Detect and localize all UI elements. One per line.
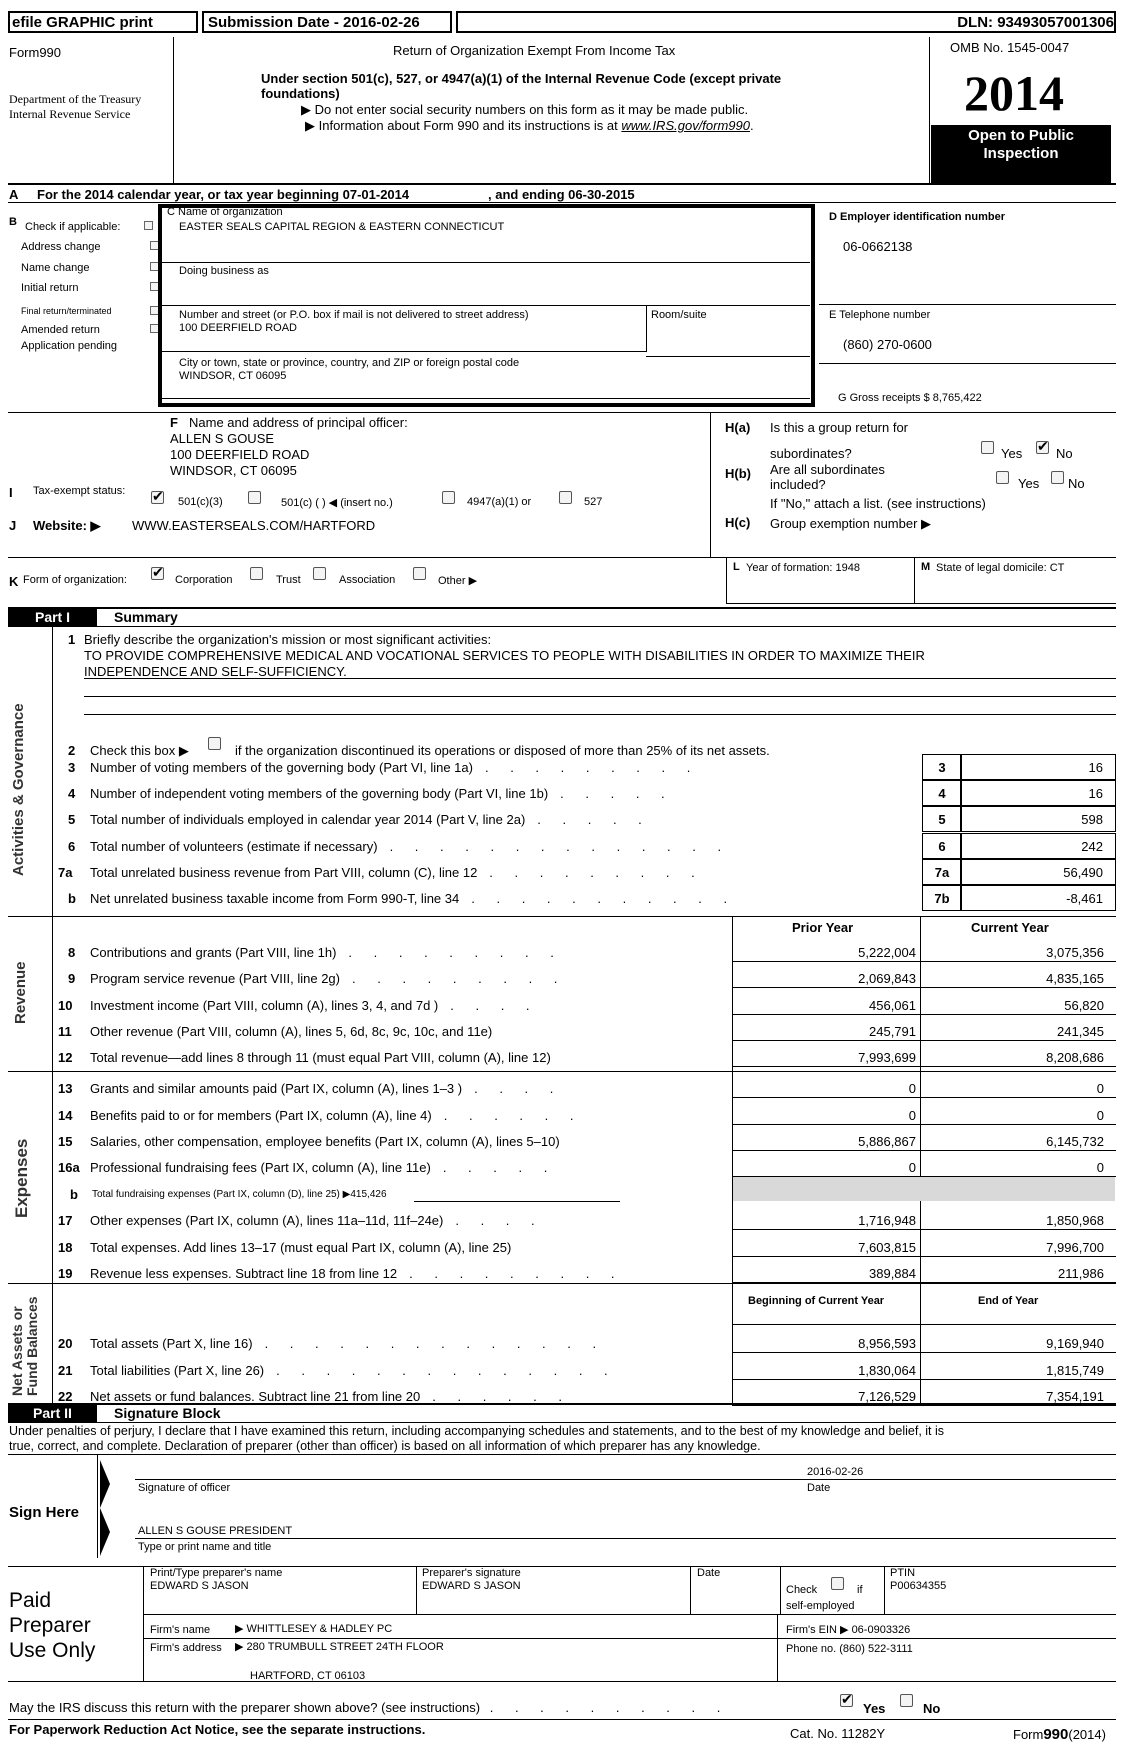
gov-line-value: 242 xyxy=(1081,839,1103,854)
line-num: 12 xyxy=(58,1050,73,1065)
row-rule-prior xyxy=(732,1352,920,1353)
prior-year-value: 5,222,004 xyxy=(858,945,916,960)
section-b-label: B xyxy=(9,216,17,228)
firm-name: ▶ WHITTLESEY & HADLEY PC xyxy=(235,1623,393,1635)
gov-line-value: 16 xyxy=(1088,760,1103,775)
gov-line-value: -8,461 xyxy=(1066,891,1103,906)
line-dots: . . . . . . . . . xyxy=(348,945,563,960)
gov-line-box-label: 7a xyxy=(934,865,950,880)
gov-line-box-label: 3 xyxy=(938,760,946,775)
line16b-shaded-cells xyxy=(733,1177,1115,1201)
line-num: 21 xyxy=(58,1363,73,1378)
other-label: Other ▶ xyxy=(438,575,478,587)
gov-line-text xyxy=(90,891,736,906)
ha-text-2: subordinates? xyxy=(770,446,852,461)
col-current-year: Current Year xyxy=(971,920,1049,935)
row-rule-current xyxy=(920,1379,1116,1380)
line-num: 11 xyxy=(58,1024,72,1039)
ha-text: Is this a group return for xyxy=(770,420,909,435)
gov-line-box-label: 4 xyxy=(938,786,946,801)
j-label: J xyxy=(9,518,17,533)
side-revenue: Revenue xyxy=(12,961,29,1024)
hb-yes-label: Yes xyxy=(1018,476,1040,491)
gov-line-text xyxy=(90,760,699,775)
firm-address-2: HARTFORD, CT 06103 xyxy=(250,1670,366,1682)
prior-year-value: 0 xyxy=(908,1108,916,1123)
discuss-no-checkbox[interactable] xyxy=(900,1694,913,1707)
firm-phone: Phone no. (860) 522-3111 xyxy=(786,1643,913,1655)
org-name-label: C Name of organization xyxy=(167,206,283,218)
line-dots: . . . . . . xyxy=(432,1389,571,1404)
line-label: Total expenses. Add lines 13–17 (must equal Part IX, column (A), line 25) xyxy=(90,1240,512,1255)
gov-line-label: Total number of volunteers (estimate if necessary) xyxy=(90,839,378,854)
col-begin-year: Beginning of Current Year xyxy=(748,1295,885,1307)
current-year-value: 1,850,968 xyxy=(1046,1213,1104,1228)
line-dots: . . . . . . . . . xyxy=(352,971,567,986)
line-num: 15 xyxy=(58,1134,73,1149)
gov-line-dots: . . . . . xyxy=(560,786,674,801)
current-year-value: 56,820 xyxy=(1064,998,1104,1013)
row-rule-current xyxy=(920,1150,1116,1151)
b-item-final-return: Final return/terminated xyxy=(21,306,112,316)
line16b-num: b xyxy=(70,1187,78,1202)
trust-checkbox[interactable] xyxy=(250,567,263,580)
corporation-label: Corporation xyxy=(175,574,233,586)
no-ssn-note: ▶ Do not enter social security numbers on this form as it may be made public. xyxy=(301,102,749,117)
website-url[interactable]: WWW.EASTERSEALS.COM/HARTFORD xyxy=(132,518,376,533)
prior-year-value: 7,126,529 xyxy=(858,1389,916,1404)
row-rule-current xyxy=(920,961,1116,962)
firm-address-label: Firm's address xyxy=(150,1642,222,1654)
gov-line-num: 4 xyxy=(68,786,76,801)
line-num: 16a xyxy=(58,1160,80,1175)
line-label: Program service revenue (Part VIII, line 2g) xyxy=(90,971,340,986)
gov-line-text xyxy=(90,786,674,801)
row-rule-prior xyxy=(732,1405,920,1406)
ha-yes-checkbox[interactable] xyxy=(981,441,994,454)
line16b-text: Total fundraising expenses (Part IX, column (D), line 25) ▶415,426 xyxy=(92,1189,387,1200)
gov-line-num: 5 xyxy=(68,812,76,827)
officer-street: 100 DEERFIELD ROAD xyxy=(170,447,310,462)
preparer-date-label: Date xyxy=(697,1567,721,1579)
line-dots: . . . . xyxy=(450,998,539,1013)
col-prior-year: Prior Year xyxy=(792,920,854,935)
current-year-value: 7,354,191 xyxy=(1046,1389,1104,1404)
line-num: 18 xyxy=(58,1240,73,1255)
current-year-value: 6,145,732 xyxy=(1046,1134,1104,1149)
part1-title: Summary xyxy=(114,609,178,625)
gov-line-text xyxy=(90,812,651,827)
self-employed-label: self-employed xyxy=(786,1600,855,1612)
preparer-name-label: Print/Type preparer's name xyxy=(150,1567,283,1579)
self-employed-checkbox[interactable] xyxy=(831,1577,844,1590)
sign-arrow-1 xyxy=(100,1460,110,1508)
hb-yes-checkbox[interactable] xyxy=(996,471,1009,484)
gov-line-box-label: 6 xyxy=(938,839,946,854)
phone-value: (860) 270-0600 xyxy=(843,337,932,352)
row-rule-prior xyxy=(732,1097,920,1098)
line-text xyxy=(90,1050,563,1065)
open-public-badge: Open to Public Inspection xyxy=(931,125,1111,183)
gov-line-label: Net unrelated business taxable income from Form 990-T, line 34 xyxy=(90,891,460,906)
line-text xyxy=(90,1213,544,1228)
dba-label: Doing business as xyxy=(179,265,269,277)
line-label: Salaries, other compensation, employee benefits (Part IX, column (A), lines 5–10) xyxy=(90,1134,560,1149)
mission-line-2: INDEPENDENCE AND SELF-SUFFICIENCY. xyxy=(84,664,347,679)
row-rule-current xyxy=(920,1352,1116,1353)
line-dots: . . . . . . . . . . . . . . xyxy=(264,1336,606,1351)
dept-treasury: Department of the Treasury xyxy=(9,92,142,106)
current-year-value: 3,075,356 xyxy=(1046,945,1104,960)
form-footer: Form990(2014) xyxy=(1013,1726,1106,1743)
sign-arrow-2 xyxy=(100,1508,110,1556)
submission-date: Submission Date - 2016-02-26 xyxy=(208,14,420,31)
row-rule-prior xyxy=(732,1040,920,1041)
ein-label: D Employer identification number xyxy=(829,211,1006,223)
side-activities-governance: Activities & Governance xyxy=(10,703,27,876)
line-label: Grants and similar amounts paid (Part IX, column (A), lines 1–3 ) xyxy=(90,1081,463,1096)
sig-officer-label: Signature of officer xyxy=(138,1482,231,1494)
gov-line-num: b xyxy=(68,891,76,906)
501c-label: 501(c) ( ) ◀ (insert no.) xyxy=(281,497,393,509)
527-label: 527 xyxy=(584,496,603,508)
form-org-label: Form of organization: xyxy=(23,574,127,586)
line2-num: 2 xyxy=(68,743,76,758)
ha-no-checkbox[interactable] xyxy=(1036,441,1049,454)
b-item-name-change: Name change xyxy=(21,262,90,274)
501c3-checkbox[interactable] xyxy=(151,491,164,504)
row-rule-current xyxy=(920,1229,1116,1230)
current-year-value: 241,345 xyxy=(1057,1024,1104,1039)
checkbox-b-0[interactable] xyxy=(144,221,153,230)
name-title-label: Type or print name and title xyxy=(138,1541,272,1553)
association-checkbox[interactable] xyxy=(313,567,326,580)
row-rule-current xyxy=(920,987,1116,988)
firm-name-label: Firm's name xyxy=(150,1624,211,1636)
line-num: 20 xyxy=(58,1336,73,1351)
check-if-label: if xyxy=(857,1584,863,1596)
col-end-year: End of Year xyxy=(978,1295,1039,1307)
prior-year-value: 7,603,815 xyxy=(858,1240,916,1255)
current-year-value: 4,835,165 xyxy=(1046,971,1104,986)
f-label: F xyxy=(170,415,178,430)
corporation-checkbox[interactable] xyxy=(151,567,164,580)
current-year-value: 1,815,749 xyxy=(1046,1363,1104,1378)
firm-address-1: ▶ 280 TRUMBULL STREET 24TH FLOOR xyxy=(235,1641,444,1653)
line-label: Revenue less expenses. Subtract line 18 from line 12 xyxy=(90,1266,398,1281)
gov-line-dots: . . . . . . . . . xyxy=(489,865,704,880)
row-rule-prior xyxy=(732,1256,920,1257)
part2-label: Part II xyxy=(8,1404,97,1422)
preparer-sig: EDWARD S JASON xyxy=(422,1580,521,1592)
paperwork-notice: For Paperwork Reduction Act Notice, see the separate instructions. xyxy=(9,1722,426,1737)
gov-line-text xyxy=(90,839,730,854)
i-label: I xyxy=(9,485,13,500)
prior-year-value: 389,884 xyxy=(869,1266,916,1281)
form-label: Form990 xyxy=(9,45,62,60)
ha-no-label: No xyxy=(1056,446,1073,461)
sign-date: 2016-02-26 xyxy=(807,1466,864,1478)
line-dots: . . . . . . . . . . . . . . xyxy=(276,1363,617,1378)
hb-label: H(b) xyxy=(725,466,751,481)
gov-line-value: 598 xyxy=(1081,812,1103,827)
hb-text-2: included? xyxy=(770,477,826,492)
line2-text-b: if the organization discontinued its operations or disposed of more than 25% of its net assets. xyxy=(235,743,770,758)
gov-line-label: Total unrelated business revenue from Part VIII, column (C), line 12 xyxy=(90,865,478,880)
prior-year-value: 0 xyxy=(908,1081,916,1096)
gross-receipts: G Gross receipts $ 8,765,422 xyxy=(838,392,982,404)
row-rule-prior xyxy=(732,1379,920,1380)
city-label: City or town, state or province, country, and ZIP or foreign postal code xyxy=(179,357,520,369)
ein-value: 06-0662138 xyxy=(843,239,913,254)
discontinued-checkbox[interactable] xyxy=(208,737,221,750)
ha-yes-label: Yes xyxy=(1001,446,1023,461)
current-year-value: 0 xyxy=(1096,1108,1104,1123)
row-rule-current xyxy=(920,1040,1116,1041)
line-num: 17 xyxy=(58,1213,73,1228)
row-rule-prior xyxy=(732,987,920,988)
line-label: Net assets or fund balances. Subtract line 21 from line 20 xyxy=(90,1389,421,1404)
line-text xyxy=(90,1160,556,1175)
line1-text: Briefly describe the organization's mission or most significant activities: xyxy=(84,632,492,647)
penalty-line-2: true, correct, and complete. Declaration of preparer (other than officer) is based on all information of which preparer has any knowledge. xyxy=(9,1439,761,1453)
line-label: Benefits paid to or for members (Part IX, column (A), line 4) xyxy=(90,1108,432,1123)
current-year-value: 9,169,940 xyxy=(1046,1336,1104,1351)
check-if-applicable: Check if applicable: xyxy=(25,221,121,233)
gov-line-label: Number of independent voting members of the governing body (Part VI, line 1b) xyxy=(90,786,549,801)
gov-line-text xyxy=(90,865,704,880)
row-rule-prior xyxy=(732,1124,920,1125)
line-label: Other expenses (Part IX, column (A), lines 11a–11d, 11f–24e) xyxy=(90,1213,444,1228)
line-num: 13 xyxy=(58,1081,73,1096)
form-title: Return of Organization Exempt From Income Tax xyxy=(393,43,676,58)
prior-year-value: 5,886,867 xyxy=(858,1134,916,1149)
prior-year-value: 2,069,843 xyxy=(858,971,916,986)
current-year-value: 0 xyxy=(1096,1160,1104,1175)
org-name: EASTER SEALS CAPITAL REGION & EASTERN CONNECTICUT xyxy=(179,221,505,233)
gov-line-box-label: 5 xyxy=(938,812,946,827)
street-value: 100 DEERFIELD ROAD xyxy=(179,322,297,334)
association-label: Association xyxy=(339,574,396,586)
b-item-application-pending: Application pending xyxy=(21,340,118,352)
officer-name: ALLEN S GOUSE xyxy=(170,431,275,446)
row-rule-prior xyxy=(732,1150,920,1151)
current-year-value: 8,208,686 xyxy=(1046,1050,1104,1065)
mission-line-1: TO PROVIDE COMPREHENSIVE MEDICAL AND VOCATIONAL SERVICES TO PEOPLE WITH DISABILITIES IN ORDER TO MAXIMIZE THEIR xyxy=(84,648,925,663)
m-label: M xyxy=(921,561,931,573)
row-rule-current xyxy=(920,1405,1116,1406)
part2-title: Signature Block xyxy=(114,1405,221,1421)
discuss-yes-label: Yes xyxy=(863,1701,886,1716)
ptin-value: P00634355 xyxy=(890,1580,947,1592)
l-label: L xyxy=(733,561,740,573)
line-dots: . . . . xyxy=(455,1213,544,1228)
b-item-address-change: Address change xyxy=(21,241,101,253)
gov-line-dots: . . . . . . . . . xyxy=(484,760,700,775)
line-num: 19 xyxy=(58,1266,73,1281)
4947-label: 4947(a)(1) or xyxy=(467,496,532,508)
info-note: ▶ Information about Form 990 and its instructions is at www.IRS.gov/form990. xyxy=(305,118,754,133)
sign-here: Sign Here xyxy=(9,1504,80,1521)
line-label: Contributions and grants (Part VIII, line 1h) xyxy=(90,945,337,960)
irs-discuss-text: May the IRS discuss this return with the preparer shown above? (see instructions) . . . . . . . . . . xyxy=(9,1700,730,1715)
row-rule-prior xyxy=(732,1066,920,1067)
gov-line-num: 3 xyxy=(68,760,76,775)
501c-checkbox[interactable] xyxy=(248,491,261,504)
officer-name-title: ALLEN S GOUSE PRESIDENT xyxy=(138,1525,293,1537)
current-year-value: 7,996,700 xyxy=(1046,1240,1104,1255)
row-rule-prior xyxy=(732,1014,920,1015)
discuss-no-label: No xyxy=(923,1701,941,1716)
line-label: Total revenue—add lines 8 through 11 (must equal Part VIII, column (A), line 12) xyxy=(90,1050,551,1065)
line-text xyxy=(90,1240,523,1255)
line-label: Total liabilities (Part X, line 26) xyxy=(90,1363,265,1378)
current-year-value: 0 xyxy=(1096,1081,1104,1096)
state-domicile: State of legal domicile: CT xyxy=(936,562,1065,574)
preparer-name: EDWARD S JASON xyxy=(150,1580,249,1592)
dln: DLN: 93493057001306 xyxy=(957,14,1114,31)
firm-ein: Firm's EIN ▶ 06-0903326 xyxy=(786,1624,911,1636)
4947-checkbox[interactable] xyxy=(442,491,455,504)
form-under: Under section 501(c), 527, or 4947(a)(1) of the Internal Revenue Code (except private foundations) xyxy=(261,71,782,101)
b-item-initial-return: Initial return xyxy=(21,282,79,294)
check-label: Check xyxy=(786,1584,818,1596)
gov-line-value: 16 xyxy=(1088,786,1103,801)
city-value: WINDSOR, CT 06095 xyxy=(179,370,287,382)
line-text xyxy=(90,1108,582,1123)
dept-irs: Internal Revenue Service xyxy=(9,107,131,121)
row-rule-current xyxy=(920,1124,1116,1125)
current-year-value: 211,986 xyxy=(1057,1266,1104,1281)
efile-label: efile GRAPHIC print xyxy=(12,14,153,31)
line-label: Total assets (Part X, line 16) xyxy=(90,1336,253,1351)
side-expenses: Expenses xyxy=(12,1138,31,1218)
year-formation: Year of formation: 1948 xyxy=(746,562,860,574)
officer-city: WINDSOR, CT 06095 xyxy=(170,463,297,478)
row-rule-current xyxy=(920,1256,1116,1257)
line-label: Other revenue (Part VIII, column (A), lines 5, 6d, 8c, 9c, 10c, and 11e) xyxy=(90,1024,493,1039)
gov-line-label: Total number of individuals employed in calendar year 2014 (Part V, line 2a) xyxy=(90,812,526,827)
line-num: 10 xyxy=(58,998,73,1013)
website-label: Website: ▶ xyxy=(33,518,101,533)
501c3-label: 501(c)(3) xyxy=(178,496,223,508)
discuss-yes-checkbox[interactable] xyxy=(840,1694,853,1707)
527-checkbox[interactable] xyxy=(559,491,572,504)
street-label: Number and street (or P.O. box if mail is not delivered to street address) xyxy=(179,309,529,321)
prior-year-value: 7,993,699 xyxy=(858,1050,916,1065)
ha-label: H(a) xyxy=(725,420,751,435)
row-rule-current xyxy=(920,1097,1116,1098)
sign-date-label: Date xyxy=(807,1482,831,1494)
hb-text: Are all subordinates xyxy=(770,462,885,477)
line-text xyxy=(90,945,563,960)
preparer-sig-label: Preparer's signature xyxy=(422,1567,521,1579)
line-text xyxy=(90,1363,617,1378)
line-dots: . . . . . . xyxy=(443,1108,583,1123)
line-a-label: A xyxy=(9,187,19,202)
f-text: Name and address of principal officer: xyxy=(189,415,408,430)
line-text xyxy=(90,971,566,986)
cat-number: Cat. No. 11282Y xyxy=(790,1726,886,1741)
line-text xyxy=(90,1134,572,1149)
line-dots: . . . . . . . . . xyxy=(409,1266,624,1281)
irs-link[interactable]: www.IRS.gov/form990 xyxy=(621,118,750,133)
room-suite-label: Room/suite xyxy=(651,309,707,321)
prior-year-value: 1,830,064 xyxy=(858,1363,916,1378)
penalty-line-1: Under penalties of perjury, I declare that I have examined this return, including accompanying schedules and statements, and to the best of my knowledge and belief, it is xyxy=(9,1424,945,1438)
line-text xyxy=(90,1081,562,1096)
line16b-value: 415,426 xyxy=(350,1189,387,1200)
prior-year-value: 0 xyxy=(908,1160,916,1175)
gov-line-dots: . . . . . . . . . . . . . . xyxy=(389,839,731,854)
line-a-ending: , and ending 06-30-2015 xyxy=(488,187,635,202)
gov-line-dots: . . . . . xyxy=(537,812,651,827)
gov-line-box-label: 7b xyxy=(934,891,950,906)
row-rule-prior xyxy=(732,961,920,962)
line-label: Investment income (Part VIII, column (A), lines 3, 4, and 7d ) xyxy=(90,998,439,1013)
gov-line-label: Number of voting members of the governing body (Part VI, line 1a) xyxy=(90,760,473,775)
line-dots: . . . . xyxy=(474,1081,563,1096)
line-a-text: For the 2014 calendar year, or tax year beginning 07-01-2014 xyxy=(37,187,410,202)
gov-line-num: 7a xyxy=(58,865,73,880)
row-rule-current xyxy=(920,1066,1116,1067)
prior-year-value: 1,716,948 xyxy=(858,1213,916,1228)
paid-preparer-label: Paid Preparer Use Only xyxy=(9,1589,96,1662)
hb-no-checkbox[interactable] xyxy=(1051,471,1064,484)
hb-note: If "No," attach a list. (see instructions) xyxy=(770,496,986,511)
hc-label: H(c) xyxy=(725,515,751,530)
hc-text: Group exemption number ▶ xyxy=(770,516,932,531)
line2-text-a: Check this box ▶ xyxy=(90,743,189,758)
hb-no-label: No xyxy=(1068,476,1085,491)
line-num: 14 xyxy=(58,1108,73,1123)
row-rule-current xyxy=(920,1014,1116,1015)
prior-year-value: 245,791 xyxy=(869,1024,916,1039)
line-text xyxy=(90,1336,605,1351)
side-net-assets: Net Assets or Fund Balances xyxy=(9,1296,40,1396)
line-text xyxy=(90,1266,624,1281)
line-num: 8 xyxy=(68,945,76,960)
gov-line-value: 56,490 xyxy=(1063,865,1103,880)
line-dots: . . . . . xyxy=(442,1160,557,1175)
ptin-label: PTIN xyxy=(890,1567,916,1579)
line-text xyxy=(90,1024,504,1039)
omb-number: OMB No. 1545-0047 xyxy=(950,40,1070,55)
trust-label: Trust xyxy=(276,574,301,586)
part1-label: Part I xyxy=(8,608,97,626)
line1-num: 1 xyxy=(68,632,76,647)
gov-line-dots: . . . . . . . . . . . xyxy=(471,891,737,906)
phone-label: E Telephone number xyxy=(829,309,931,321)
tax-exempt-label: Tax-exempt status: xyxy=(33,485,126,497)
gov-line-num: 6 xyxy=(68,839,76,854)
line-num: 9 xyxy=(68,971,76,986)
row-rule-prior xyxy=(732,1229,920,1230)
line-label: Professional fundraising fees (Part IX, column (A), line 11e) xyxy=(90,1160,431,1175)
prior-year-value: 8,956,593 xyxy=(858,1336,916,1351)
b-item-amended-return: Amended return xyxy=(21,324,100,336)
line-text xyxy=(90,998,539,1013)
line-text xyxy=(90,1389,571,1404)
line-num: 22 xyxy=(58,1389,73,1404)
k-label: K xyxy=(9,574,19,589)
tax-year: 2014 xyxy=(964,65,1064,121)
prior-year-value: 456,061 xyxy=(869,998,916,1013)
other-checkbox[interactable] xyxy=(413,567,426,580)
